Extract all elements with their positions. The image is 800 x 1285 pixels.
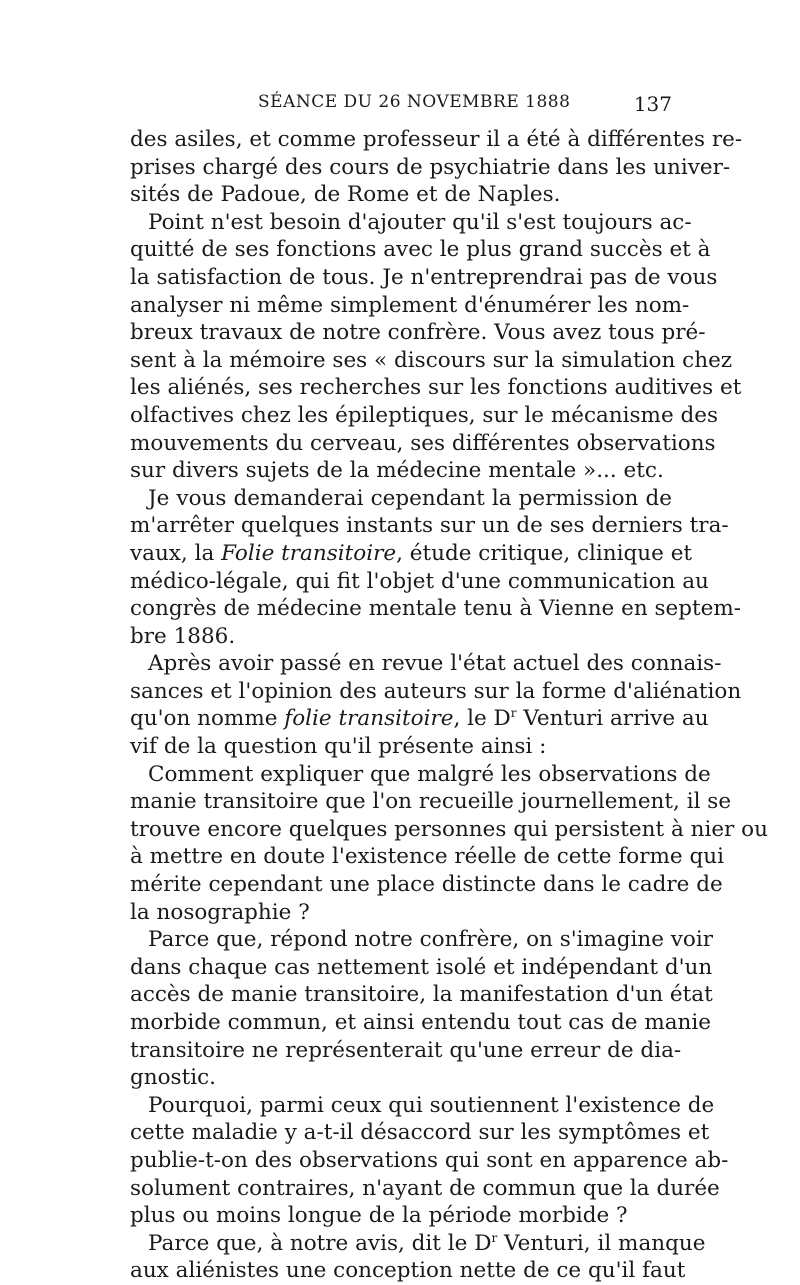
text-line: quitté de ses fonctions avec le plus grand succès et à [130, 237, 711, 263]
text-line: médico-légale, qui fit l'objet d'une communication au [130, 568, 709, 594]
text-run: qu'on nomme [130, 706, 285, 732]
text-line: analyser ni même simplement d'énumérer les nom- [130, 292, 690, 318]
italic-title: folie transitoire [284, 706, 454, 732]
text-line [130, 540, 693, 568]
text-line: prises chargé des cours de psychiatrie dans les univer- [130, 154, 731, 180]
text-line: Parce que, répond notre confrère, on s'imagine voir [148, 927, 714, 953]
text-line: gnostic. [130, 1065, 216, 1091]
superscript: r [491, 1230, 498, 1245]
text-line: manie transitoire que l'on recueille journellement, il se [130, 789, 732, 815]
running-title-part-1: SÉANCE DU [258, 92, 379, 112]
text-line [130, 705, 709, 733]
text-run: , étude critique, clinique et [396, 540, 693, 566]
text-line: publie-t-on des observations qui sont en apparence ab- [130, 1147, 729, 1173]
superscript: r [510, 706, 517, 721]
text-line: dans chaque cas nettement isolé et indépendant d'un [130, 954, 713, 980]
text-line: plus ou moins longue de la période morbide ? [130, 1203, 628, 1229]
text-line: vif de la question qu'il présente ainsi : [130, 734, 547, 760]
text-line: Après avoir passé en revue l'état actuel des connais- [148, 651, 722, 677]
text-run: vaux, la [130, 540, 222, 566]
text-line: trouve encore quelques personnes qui persistent à nier ou [130, 816, 768, 842]
text-line: Je vous demanderai cependant la permission de [148, 485, 672, 511]
text-line: sités de Padoue, de Rome et de Naples. [130, 182, 561, 208]
running-title-part-3: NOVEMBRE 1888 [401, 92, 571, 112]
text-line: sent à la mémoire ses « discours sur la simulation chez [130, 347, 733, 373]
text-run: Parce que, à notre avis, dit le D [148, 1230, 492, 1256]
text-line: Point n'est besoin d'ajouter qu'il s'est toujours ac- [148, 209, 692, 235]
text-line: transitoire ne représenterait qu'une erreur de dia- [130, 1037, 682, 1063]
text-line: bre 1886. [130, 623, 236, 649]
text-line: mérite cependant une place distincte dans le cadre de [130, 872, 723, 898]
text-line: sur divers sujets de la médecine mentale »... etc. [130, 458, 664, 484]
page-number: 137 [633, 92, 672, 116]
text-line: à mettre en doute l'existence réelle de cette forme qui [130, 844, 724, 870]
text-run: Venturi, il manque [497, 1230, 706, 1256]
text-line: Pourquoi, parmi ceux qui soutiennent l'existence de [148, 1092, 715, 1118]
text-line: breux travaux de notre confrère. Vous avez tous pré- [130, 320, 706, 346]
text-line: les aliénés, ses recherches sur les fonctions auditives et [130, 375, 742, 401]
text-line: m'arrêter quelques instants sur un de ses derniers tra- [130, 513, 729, 539]
text-line: olfactives chez les épileptiques, sur le mécanisme des [130, 402, 719, 428]
running-title-part-2: 26 [378, 92, 402, 112]
text-line [130, 1230, 706, 1258]
text-run: , le D [453, 706, 511, 732]
italic-title: Folie transitoire [221, 540, 397, 566]
text-line: mouvements du cerveau, ses différentes observations [130, 430, 716, 456]
text-line: Comment expliquer que malgré les observations de [148, 761, 711, 787]
running-title [258, 92, 570, 112]
text-line: solument contraires, n'ayant de commun que la durée [130, 1175, 720, 1201]
text-run: Venturi arrive au [516, 706, 709, 732]
text-line: la nosographie ? [130, 899, 310, 925]
text-line: morbide commun, et ainsi entendu tout cas de manie [130, 1010, 712, 1035]
text-line: cette maladie y a-t-il désaccord sur les symptômes et [130, 1120, 710, 1146]
text-line: la satisfaction de tous. Je n'entreprendrai pas de vous [130, 264, 718, 290]
body-text [130, 126, 768, 1285]
text-line: congrès de médecine mentale tenu à Vienne en septem- [130, 596, 742, 622]
text-line: accès de manie transitoire, la manifestation d'un état [130, 982, 713, 1008]
text-line: des asiles, et comme professeur il a été à différentes re- [130, 127, 743, 152]
text-line: sances et l'opinion des auteurs sur la forme d'aliénation [130, 678, 742, 704]
text-line: aux aliénistes une conception nette de ce qu'il faut [130, 1258, 686, 1284]
running-header [130, 92, 672, 122]
